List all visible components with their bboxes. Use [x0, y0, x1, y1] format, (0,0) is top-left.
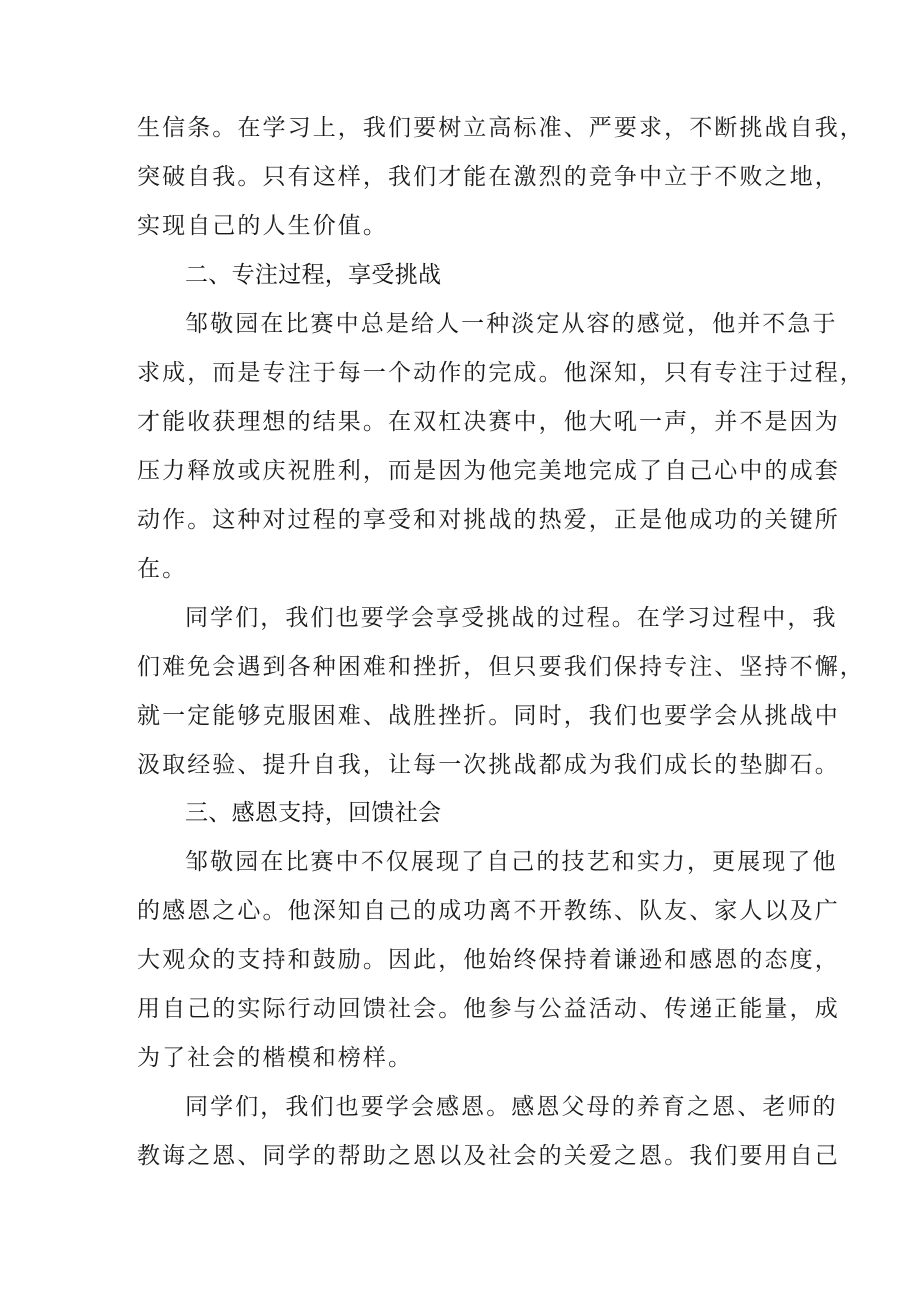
body-line: 们难免会遇到各种困难和挫折，但只要我们保持专注、坚持不懈， — [137, 654, 865, 680]
section-heading-2: 二、专注过程，享受挑战 — [185, 262, 442, 288]
body-line: 用自己的实际行动回馈社会。他参与公益活动、传递正能量，成 — [137, 996, 840, 1022]
body-line: 动作。这种对过程的享受和对挑战的热爱，正是他成功的关键所 — [137, 507, 840, 533]
body-line: 生信条。在学习上，我们要树立高标准、严要求，不断挑战自我， — [137, 115, 865, 141]
body-line: 邹敬园在比赛中总是给人一种淡定从容的感觉，他并不急于 — [185, 311, 838, 337]
body-line: 才能收获理想的结果。在双杠决赛中，他大吼一声，并不是因为 — [137, 409, 840, 435]
body-line: 教诲之恩、同学的帮助之恩以及社会的关爱之恩。我们要用自己 — [137, 1143, 840, 1169]
section-heading-3: 三、感恩支持，回馈社会 — [185, 800, 442, 826]
body-line: 在。 — [137, 556, 188, 582]
body-line: 大观众的支持和鼓励。因此，他始终保持着谦逊和感恩的态度， — [137, 947, 840, 973]
body-line: 邹敬园在比赛中不仅展现了自己的技艺和实力，更展现了他 — [185, 849, 838, 875]
body-line: 同学们，我们也要学会感恩。感恩父母的养育之恩、老师的 — [185, 1094, 838, 1120]
body-line: 汲取经验、提升自我，让每一次挑战都成为我们成长的垫脚石。 — [137, 752, 840, 778]
body-line: 就一定能够克服困难、战胜挫折。同时，我们也要学会从挑战中 — [137, 703, 840, 729]
body-line: 为了社会的楷模和榜样。 — [137, 1045, 414, 1071]
body-line: 求成，而是专注于每一个动作的完成。他深知，只有专注于过程， — [137, 360, 865, 386]
body-line: 压力释放或庆祝胜利，而是因为他完美地完成了自己心中的成套 — [137, 458, 840, 484]
body-line: 突破自我。只有这样，我们才能在激烈的竞争中立于不败之地， — [137, 164, 840, 190]
body-line: 同学们，我们也要学会享受挑战的过程。在学习过程中，我 — [185, 605, 838, 631]
body-line: 实现自己的人生价值。 — [137, 213, 388, 239]
body-line: 的感恩之心。他深知自己的成功离不开教练、队友、家人以及广 — [137, 898, 840, 924]
